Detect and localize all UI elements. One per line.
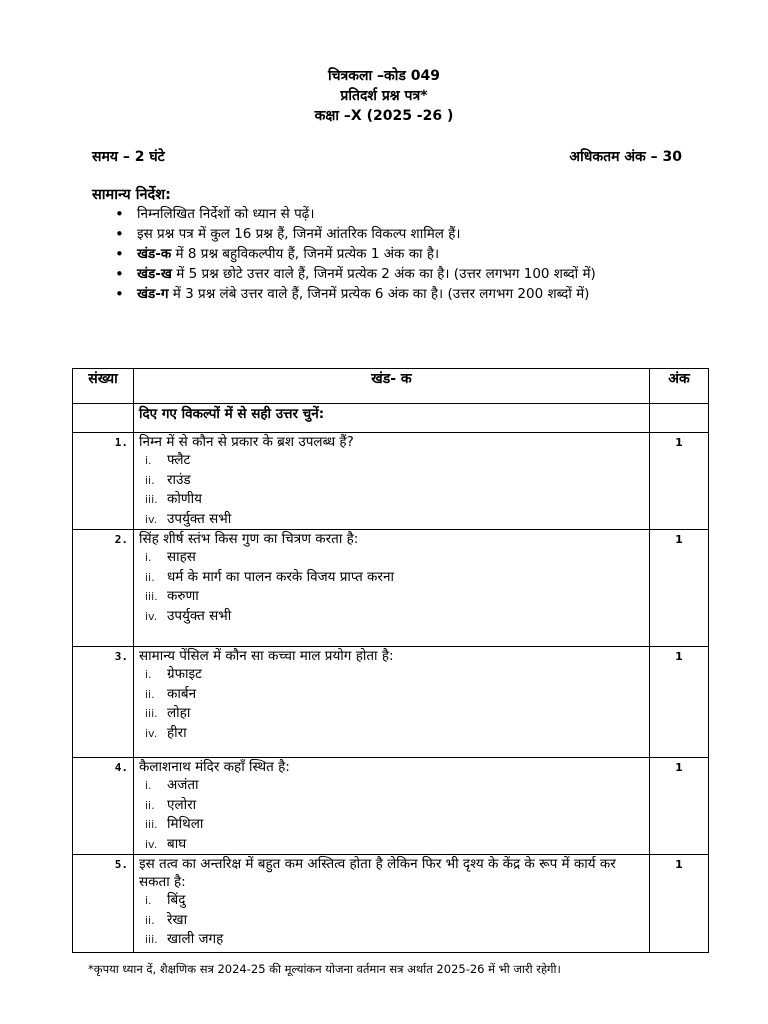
- option-item: [145, 490, 644, 510]
- option-numeral: iv.: [145, 837, 158, 851]
- option-text: लोहा: [167, 705, 191, 721]
- option-text: बिंदु: [167, 892, 186, 908]
- header-marks: अंक: [650, 369, 709, 404]
- section-subheading: दिए गए विकल्पों में से सही उत्तर चुनें:: [134, 404, 650, 433]
- header-section: खंड- क: [134, 369, 650, 404]
- question-row: [73, 855, 709, 953]
- instruction-item: [115, 205, 675, 224]
- question-marks: 1: [650, 758, 709, 855]
- options-list: [139, 665, 644, 743]
- question-number: 1.: [73, 433, 134, 530]
- instruction-section-label: खंड-ग: [137, 286, 169, 302]
- max-marks: अधिकतम अंक – 30: [569, 149, 682, 165]
- instructions-list: [115, 205, 675, 305]
- options-list: [139, 548, 644, 626]
- option-numeral: iii.: [145, 707, 158, 720]
- option-numeral: iii.: [145, 590, 158, 603]
- question-text: निम्न में से कौन से प्रकार के ब्रश उपलब्ध हैं?: [139, 434, 354, 450]
- question-row: [73, 758, 709, 855]
- instruction-item: [115, 245, 675, 264]
- option-text: उपर्युक्त सभी: [167, 510, 232, 527]
- question-cell: [134, 758, 650, 855]
- option-item: [145, 796, 644, 816]
- option-text: राउंड: [167, 471, 191, 488]
- option-item: [145, 685, 644, 705]
- paper-type: प्रतिदर्श प्रश्न पत्र*: [340, 88, 428, 104]
- option-text: अजंता: [167, 777, 199, 793]
- question-cell: [134, 530, 650, 647]
- option-item: [145, 704, 644, 724]
- option-numeral: ii.: [145, 473, 155, 487]
- option-item: [145, 607, 644, 627]
- option-numeral: i.: [145, 454, 152, 467]
- instruction-text: में 3 प्रश्न लंबे उत्तर वाले हैं, जिनमें प्रत्येक 6 अंक का है। (उत्तर लगभग 200 शब्दों में): [168, 286, 590, 302]
- question-number: 5.: [73, 855, 134, 953]
- option-text: कार्बन: [167, 685, 197, 702]
- option-text: उपर्युक्त सभी: [167, 607, 232, 624]
- question-marks: 1: [650, 530, 709, 647]
- option-numeral: ii.: [145, 570, 155, 584]
- option-numeral: ii.: [145, 687, 155, 701]
- option-text: मिथिला: [167, 816, 204, 832]
- option-text: साहस: [167, 549, 196, 565]
- question-text: सिंह शीर्ष स्तंभ किस गुण का चित्रण करता है:: [139, 531, 359, 547]
- option-item: [145, 568, 644, 588]
- time-duration: समय – 2 घंटे: [92, 149, 165, 165]
- option-text: बाघ: [167, 835, 187, 852]
- option-numeral: iv.: [145, 726, 158, 740]
- option-item: [145, 665, 644, 685]
- instruction-text: में 8 प्रश्न बहुविकल्पीय हैं, जिनमें प्रत्येक 1 अंक का है।: [171, 246, 440, 262]
- option-text: हीरा: [167, 724, 187, 741]
- option-text: कोणीय: [167, 491, 202, 507]
- question-text: इस तत्व का अन्तरिक्ष में बहुत कम अस्तित्व होता है लेकिन फिर भी दृश्य के केंद्र के रूप में कार्य कर सकता है:: [139, 856, 616, 890]
- subject-title: चित्रकला –कोड 049: [328, 68, 440, 84]
- instruction-text: में 5 प्रश्न छोटे उत्तर वाले हैं, जिनमें प्रत्येक 2 अंक का है। (उत्तर लगभग 100 शब्दों में): [171, 266, 596, 282]
- option-item: [145, 930, 644, 950]
- option-item: [145, 724, 644, 744]
- options-list: [139, 891, 644, 950]
- instructions-title: सामान्य निर्देश:: [92, 187, 171, 203]
- options-list: [139, 451, 644, 529]
- option-numeral: i.: [145, 779, 152, 792]
- option-text: खाली जगह: [167, 931, 224, 947]
- question-row: [73, 530, 709, 647]
- empty-cell: [650, 404, 709, 433]
- option-text: करुणा: [167, 588, 199, 604]
- question-number: 2.: [73, 530, 134, 647]
- option-numeral: ii.: [145, 798, 155, 812]
- question-text: कैलाशनाथ मंदिर कहाँ स्थित है:: [139, 759, 290, 775]
- question-number: 4.: [73, 758, 134, 855]
- option-text: एलोरा: [167, 796, 197, 813]
- option-numeral: iii.: [145, 933, 158, 946]
- option-text: ग्रेफाइट: [167, 666, 202, 682]
- question-text: सामान्य पेंसिल में कौन सा कच्चा माल प्रयोग होता है:: [139, 648, 394, 664]
- option-numeral: i.: [145, 551, 152, 564]
- footnote: *कृपया ध्यान दें, शैक्षणिक सत्र 2024-25 की मूल्यांकन योजना वर्तमान सत्र अर्थात 2025-26 में भी जारी रहेगी।: [88, 962, 561, 976]
- option-item: [145, 587, 644, 607]
- option-numeral: iv.: [145, 609, 158, 623]
- option-numeral: i.: [145, 894, 152, 907]
- option-item: [145, 911, 644, 931]
- instruction-section-label: खंड-क: [137, 246, 172, 262]
- option-text: रेखा: [167, 911, 188, 928]
- question-row: [73, 647, 709, 758]
- option-text: फ्लैट: [167, 452, 191, 468]
- section-subheading-row: [73, 404, 709, 433]
- instruction-item: [115, 225, 675, 244]
- option-item: [145, 776, 644, 796]
- questions-table: [72, 368, 709, 953]
- option-item: [145, 451, 644, 471]
- option-item: [145, 835, 644, 855]
- document-header: [0, 66, 768, 126]
- header-number: संख्या: [73, 369, 134, 404]
- instruction-section-label: खंड-ख: [137, 266, 172, 282]
- table-header-row: [73, 369, 709, 404]
- question-cell: [134, 433, 650, 530]
- class-session: कक्षा –X (2025 -26 ): [314, 108, 454, 124]
- option-numeral: iii.: [145, 818, 158, 831]
- instruction-item: [115, 285, 675, 304]
- instruction-text: इस प्रश्न पत्र में कुल 16 प्रश्न हैं, जिनमें आंतरिक विकल्प शामिल हैं।: [137, 226, 461, 242]
- instruction-text: निम्नलिखित निर्देशों को ध्यान से पढ़ें।: [137, 206, 315, 222]
- question-cell: [134, 647, 650, 758]
- option-item: [145, 510, 644, 530]
- option-numeral: i.: [145, 668, 152, 681]
- option-item: [145, 815, 644, 835]
- option-numeral: ii.: [145, 913, 155, 927]
- option-item: [145, 891, 644, 911]
- question-number: 3.: [73, 647, 134, 758]
- option-numeral: iv.: [145, 512, 158, 526]
- empty-cell: [73, 404, 134, 433]
- question-cell: [134, 855, 650, 953]
- exam-meta: [92, 147, 682, 166]
- option-item: [145, 471, 644, 491]
- question-marks: 1: [650, 647, 709, 758]
- instruction-item: [115, 265, 675, 284]
- option-text: धर्म के मार्ग का पालन करके विजय प्राप्त करना: [167, 568, 394, 585]
- question-row: [73, 433, 709, 530]
- options-list: [139, 776, 644, 854]
- option-numeral: iii.: [145, 493, 158, 506]
- option-item: [145, 548, 644, 568]
- question-marks: 1: [650, 855, 709, 953]
- question-marks: 1: [650, 433, 709, 530]
